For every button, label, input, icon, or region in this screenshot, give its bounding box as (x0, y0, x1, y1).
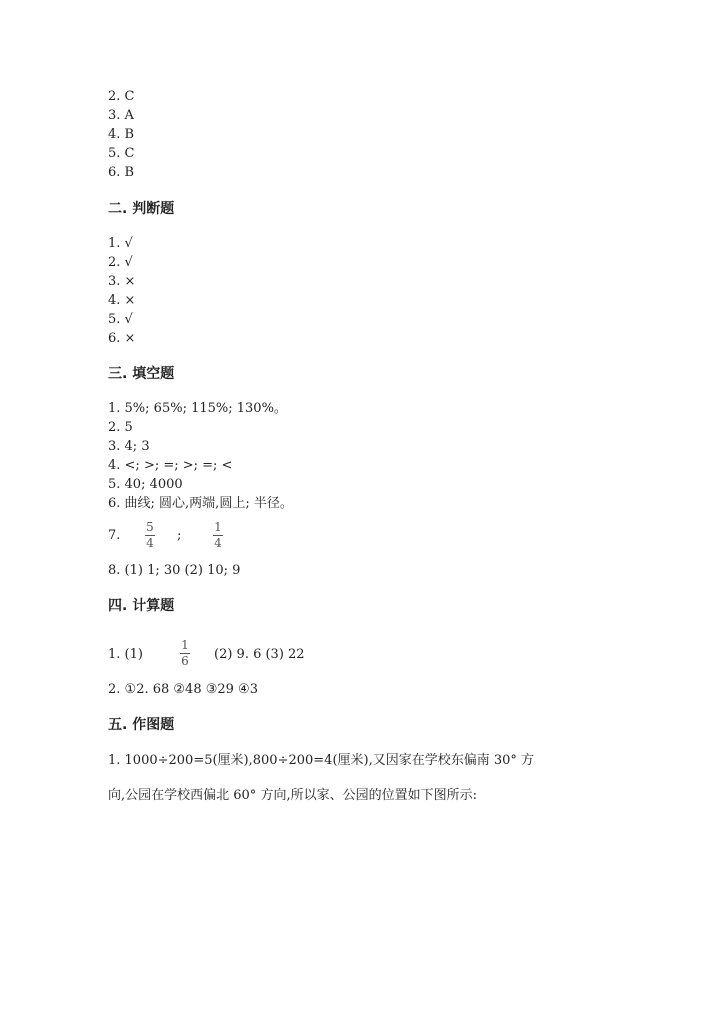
judgment-answer-6: 6. × (108, 331, 136, 346)
fill-answer-7-separator: ; (177, 528, 182, 543)
fraction-one-fourth (213, 521, 223, 550)
drawing-answer-line-1: 1. 1000÷200=5(厘米),800÷200=4(厘米),又因家在学校东偏南 30° 方 (108, 753, 535, 768)
fraction-one-sixth (180, 639, 190, 668)
fill-answer-1: 1. 5%; 65%; 115%; 130%。 (108, 401, 287, 416)
fill-answer-5: 5. 40; 4000 (108, 477, 183, 492)
fill-answer-6: 6. 曲线; 圆心,两端,圆上; 半径。 (108, 496, 293, 511)
choice-answer-2: 2. C (108, 89, 135, 104)
fill-answer-4: 4. <; >; =; >; =; < (108, 458, 233, 473)
fraction-numerator: 1 (181, 638, 189, 652)
judgment-answer-4: 4. × (108, 293, 136, 308)
drawing-answer-line-2: 向,公园在学校西偏北 60° 方向,所以家、公园的位置如下图所示: (108, 788, 477, 803)
calc-answer-1-rest: (2) 9. 6 (3) 22 (214, 647, 305, 662)
fill-answer-3: 3. 4; 3 (108, 439, 150, 454)
section-heading-drawing: 五. 作图题 (108, 717, 175, 733)
fraction-denominator: 4 (146, 536, 154, 550)
choice-answer-3: 3. A (108, 108, 134, 123)
fraction-five-fourths (145, 521, 155, 550)
section-heading-judgment: 二. 判断题 (108, 201, 175, 217)
section-heading-fill-blank: 三. 填空题 (108, 366, 175, 382)
judgment-answer-1: 1. √ (108, 236, 133, 251)
fill-answer-2: 2. 5 (108, 420, 133, 435)
section-heading-calculation: 四. 计算题 (108, 598, 175, 614)
choice-answer-4: 4. B (108, 127, 135, 142)
judgment-answer-3: 3. × (108, 274, 136, 289)
fraction-denominator: 6 (181, 654, 189, 668)
choice-answer-5: 5. C (108, 146, 135, 161)
fraction-numerator: 1 (214, 520, 222, 534)
fill-answer-7-label: 7. (108, 528, 121, 543)
fill-answer-8: 8. (1) 1; 30 (2) 10; 9 (108, 563, 241, 578)
choice-answer-6: 6. B (108, 165, 135, 180)
judgment-answer-2: 2. √ (108, 255, 133, 270)
fraction-numerator: 5 (146, 520, 154, 534)
judgment-answer-5: 5. √ (108, 312, 133, 327)
calc-answer-2: 2. ①2. 68 ②48 ③29 ④3 (108, 682, 258, 697)
calc-answer-1-label: 1. (1) (108, 647, 143, 662)
fraction-denominator: 4 (214, 536, 222, 550)
